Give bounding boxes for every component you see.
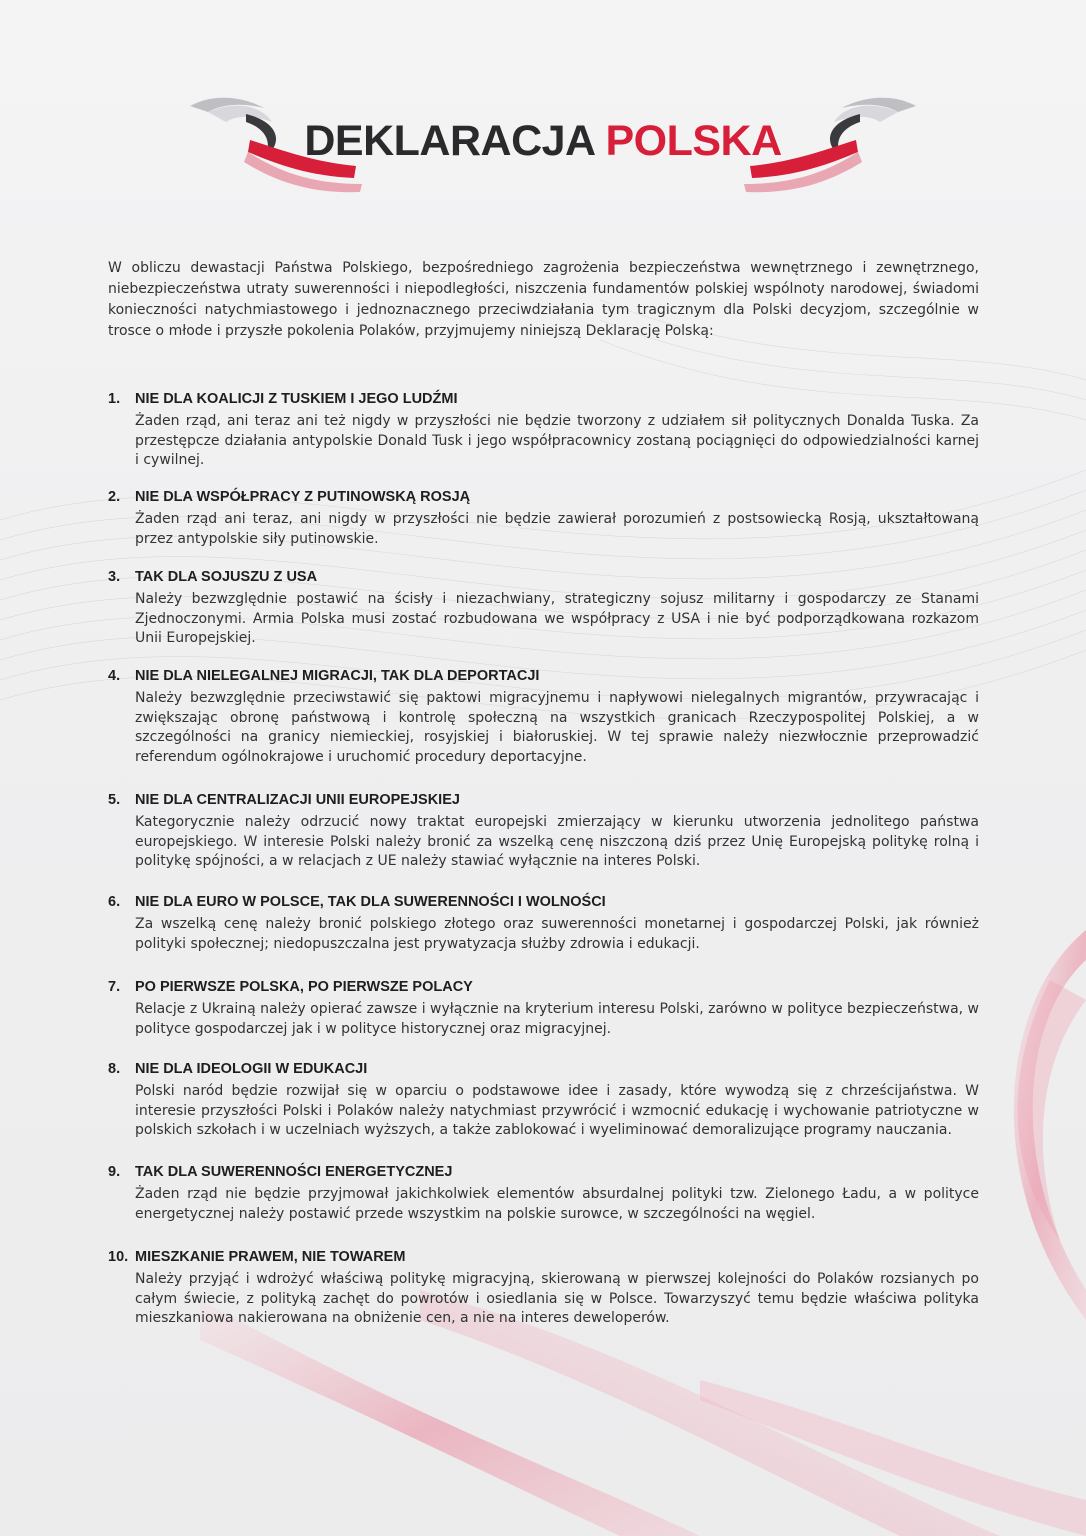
item-title: MIESZKANIE PRAWEM, NIE TOWAREM xyxy=(135,1249,406,1265)
item-body: Żaden rząd nie będzie przyjmował jakichkolwiek elementów absurdalnej polityki tzw. Zielonego Ładu, a w polityce energetycznej należy postawić przede wszystkim na polskie surowce, w szczególności na węgiel. xyxy=(135,1186,979,1222)
item-body: Należy przyjąć i wdrożyć właściwą politykę migracyjną, skierowaną w pierwszej kolejności do Polaków rozsianych po całym świecie, z polityką zachęt do powrotów i osiedlania się w Polsce. Towarzyszyć temu będzie właściwa polityka mieszkaniowa nakierowana na obniżenie cen, a nie na interes deweloperów. xyxy=(135,1271,979,1326)
item-number: 3. xyxy=(108,569,121,585)
item-heading xyxy=(108,892,979,912)
item-number: 4. xyxy=(108,668,121,684)
item-body: Za wszelką cenę należy bronić polskiego złotego oraz suwerenności monetarnej i gospodarczej Polski, jak również polityki społecznej; niedopuszczalna jest prywatyzacja służby zdrowia i edukacji. xyxy=(135,916,979,952)
item-number: 7. xyxy=(108,979,121,995)
item-number: 9. xyxy=(108,1164,121,1180)
item-heading xyxy=(108,666,979,686)
item-body: Relacje z Ukrainą należy opierać zawsze i wyłącznie na kryterium interesu Polski, zarówno w polityce bezpieczeństwa, w polityce gospodarczej jak i w polityce historycznej oraz migracyjnej. xyxy=(135,1001,979,1037)
item-heading xyxy=(108,567,979,587)
list-item xyxy=(108,977,979,1039)
list-item xyxy=(108,1059,979,1141)
item-body: Polski naród będzie rozwijał się w oparciu o podstawowe idee i zasady, które wywodzą się z chrześcijaństwa. W interesie przyszłości Polski i Polaków należy natychmiast przywrócić i wzmocnić edukację i wychowanie patriotyczne w polskich szkołach i w uczelniach wyższych, a także zablokować i wyeliminować demoralizujące programy nauczania. xyxy=(135,1083,979,1138)
ribbon-icon xyxy=(740,92,920,197)
list-item xyxy=(108,1162,979,1224)
list-item xyxy=(108,389,979,471)
item-heading xyxy=(108,1059,979,1079)
list-item xyxy=(108,1247,979,1329)
item-title: NIE DLA KOALICJI Z TUSKIEM I JEGO LUDŹMI xyxy=(135,391,458,407)
item-title: NIE DLA NIELEGALNEJ MIGRACJI, TAK DLA DEPORTACJI xyxy=(135,668,540,684)
item-number: 2. xyxy=(108,489,121,505)
title-red: POLSKA xyxy=(605,117,782,165)
item-title: TAK DLA SOJUSZU Z USA xyxy=(135,569,318,585)
item-title: PO PIERWSZE POLSKA, PO PIERWSZE POLACY xyxy=(135,979,473,995)
declaration-content xyxy=(108,258,979,342)
item-heading xyxy=(108,977,979,997)
item-number: 5. xyxy=(108,792,121,808)
item-number: 10. xyxy=(108,1249,129,1265)
item-title: NIE DLA EURO W POLSCE, TAK DLA SUWERENNOŚCI I WOLNOŚCI xyxy=(135,894,606,910)
item-heading xyxy=(108,790,979,810)
item-heading xyxy=(108,1162,979,1182)
item-number: 1. xyxy=(108,391,121,407)
item-title: TAK DLA SUWERENNOŚCI ENERGETYCZNEJ xyxy=(135,1164,453,1180)
item-title: NIE DLA IDEOLOGII W EDUKACJI xyxy=(135,1061,368,1077)
item-number: 6. xyxy=(108,894,121,910)
page-title xyxy=(0,114,1086,168)
list-item xyxy=(108,666,979,767)
item-body: Żaden rząd, ani teraz ani też nigdy w przyszłości nie będzie tworzony z udziałem sił politycznych Donalda Tuska. Za przestępcze działania antypolskie Donald Tusk i jego współpracownicy zostaną pociągnięci do odpowiedzialności karnej i cywilnej. xyxy=(135,413,979,468)
item-heading xyxy=(108,1247,979,1267)
page-header xyxy=(0,92,1086,202)
list-item xyxy=(108,567,979,649)
item-body: Należy bezwzględnie postawić na ścisły i niezachwiany, strategiczny sojusz militarny i gospodarczy ze Stanami Zjednoczonymi. Armia Polska musi zostać rozbudowana we współpracy z USA i nie być podporządkowana rozkazom Unii Europejskiej. xyxy=(135,591,979,646)
list-item xyxy=(108,487,979,549)
item-number: 8. xyxy=(108,1061,121,1077)
title-dark: DEKLARACJA xyxy=(304,117,594,165)
intro-paragraph: W obliczu dewastacji Państwa Polskiego, bezpośredniego zagrożenia bezpieczeństwa wewnętrznego i zewnętrznego, niebezpieczeństwa utraty suwerenności i niepodległości, niszczenia fundamentów polskiej wspólnoty narodowej, świadomi konieczności natychmiastowego i jednoznacznego przeciwdziałania tym tragicznym dla Polski decyzjom, szczególnie w trosce o młode i przyszłe pokolenia Polaków, przyjmujemy niniejszą Deklarację Polską: xyxy=(108,260,979,339)
item-body: Kategorycznie należy odrzucić nowy traktat europejski zmierzający w kierunku utworzenia jednolitego państwa europejskiego. W interesie Polski należy bronić za wszelką cenę niszczoną dziś przez Unię Europejską politykę rolną i politykę spójności, a w relacjach z UE należy stawiać wyłącznie na interes Polski. xyxy=(135,814,979,869)
list-item xyxy=(108,892,979,954)
list-item xyxy=(108,790,979,872)
item-title: NIE DLA WSPÓŁPRACY Z PUTINOWSKĄ ROSJĄ xyxy=(135,489,471,505)
item-body: Należy bezwzględnie przeciwstawić się paktowi migracyjnemu i napływowi nielegalnych migrantów, przywracając i zwiększając obronę państwową i kontrolę społeczną na wszystkich granicach Rzeczypospolitej Polskiej, a w szczególności na granicy niemieckiej, rosyjskiej i białoruskiej. W tej sprawie należy niezwłocznie przeprowadzić referendum ogólnokrajowe i uruchomić procedury deportacyjne. xyxy=(135,690,979,765)
item-heading xyxy=(108,389,979,409)
item-title: NIE DLA CENTRALIZACJI UNII EUROPEJSKIEJ xyxy=(135,792,460,808)
item-heading xyxy=(108,487,979,507)
item-body: Żaden rząd ani teraz, ani nigdy w przyszłości nie będzie zawierał porozumień z postsowiecką Rosją, ukształtowaną przez antypolskie siły putinowskie. xyxy=(135,511,979,547)
